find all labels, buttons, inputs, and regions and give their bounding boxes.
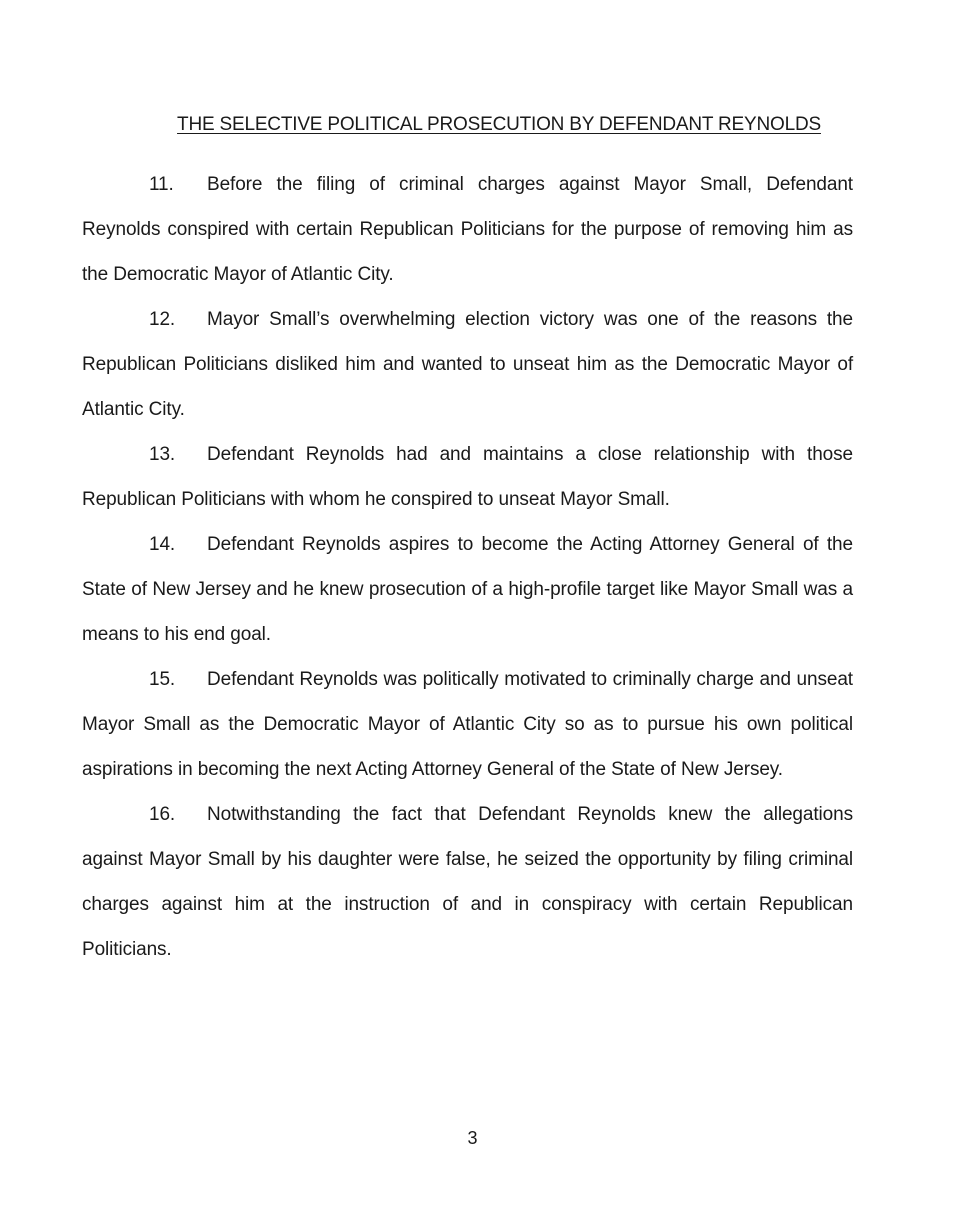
paragraph-15 (82, 657, 853, 792)
paragraph-text: Mayor Small’s overwhelming election victory was one of the reasons the Republican Politicians disliked him and wanted to unseat him as the Democratic Mayor of Atlantic City. (82, 309, 853, 420)
paragraph-12 (82, 297, 853, 432)
paragraph-16 (82, 792, 853, 972)
paragraph-number: 13. (149, 444, 176, 465)
paragraph-text: Before the filing of criminal charges against Mayor Small, Defendant Reynolds conspired with certain Republican Politicians for the purpose of removing him as the Democratic Mayor of Atlantic City. (82, 174, 853, 285)
paragraph-13 (82, 432, 853, 522)
paragraph-number: 15. (149, 669, 176, 690)
paragraph-number: 16. (149, 804, 176, 825)
paragraph-number: 11. (149, 174, 174, 195)
paragraph-11 (82, 162, 853, 297)
page-number: 3 (467, 1128, 478, 1148)
paragraph-text: Notwithstanding the fact that Defendant Reynolds knew the allegations against Mayor Small by his daughter were false, he seized the opportunity by filing criminal charges against him at the instruction of and in conspiracy with certain Republican Politicians. (82, 804, 853, 960)
paragraph-number: 12. (149, 309, 176, 330)
paragraph-number: 14. (149, 534, 176, 555)
paragraph-text: Defendant Reynolds was politically motivated to criminally charge and unseat Mayor Small as the Democratic Mayor of Atlantic City so as to pursue his own political aspirations in becoming the next Acting Attorney General of the State of New Jersey. (82, 669, 853, 780)
paragraph-14 (82, 522, 853, 657)
paragraph-text: Defendant Reynolds had and maintains a close relationship with those Republican Politicians with whom he conspired to unseat Mayor Small. (82, 444, 853, 510)
document-body (82, 162, 853, 972)
section-heading: THE SELECTIVE POLITICAL PROSECUTION BY DEFENDANT REYNOLDS (177, 114, 821, 135)
paragraph-text: Defendant Reynolds aspires to become the Acting Attorney General of the State of New Jersey and he knew prosecution of a high-profile target like Mayor Small was a means to his end goal. (82, 534, 853, 645)
